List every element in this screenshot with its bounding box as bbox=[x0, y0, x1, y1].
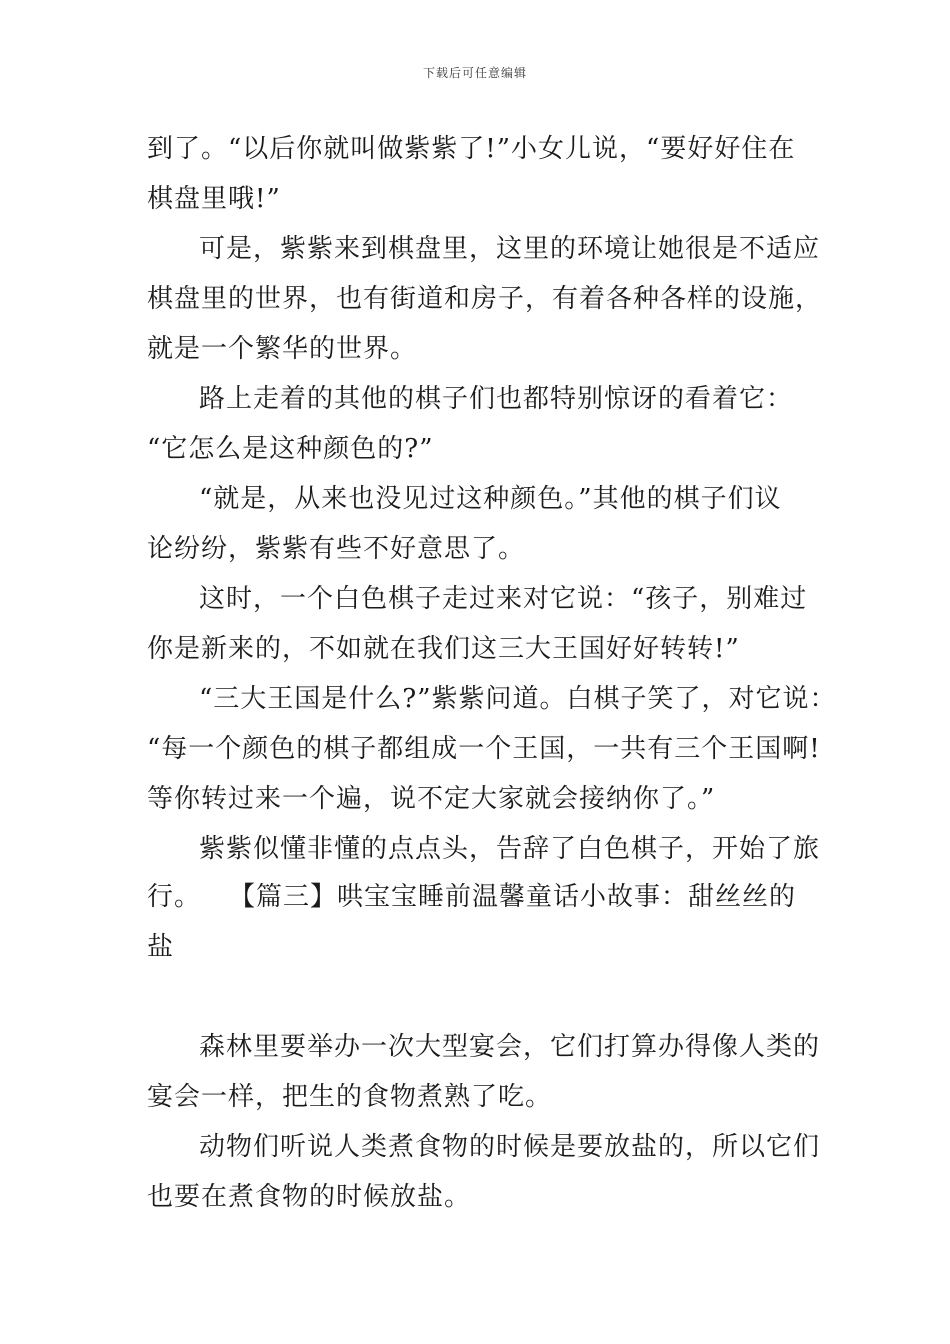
paragraph-start-line: 路上走着的其他的棋子们也都特别惊讶的看着它： bbox=[199, 384, 794, 414]
page-header: 下载后可任意编辑 bbox=[422, 66, 527, 80]
paragraph-start-line: “就是，从来也没见过这种颜色。”其他的棋子们议 bbox=[199, 484, 782, 514]
text-line: 等你转过来一个遍，说不定大家就会接纳你了。” bbox=[147, 784, 716, 814]
text-line: 宴会一样，把生的食物煮熟了吃。 bbox=[147, 1082, 553, 1112]
text-line: 你是新来的，不如就在我们这三大王国好好转转!” bbox=[147, 634, 740, 664]
paragraph-start-line: “三大王国是什么?”紫紫问道。白棋子笑了，对它说： bbox=[199, 684, 837, 714]
text-line: 就是一个繁华的世界。 bbox=[147, 334, 418, 364]
paragraph-start-line: 紫紫似懂非懂的点点头，告辞了白色棋子，开始了旅 bbox=[199, 834, 821, 864]
paragraph-start-line: 动物们听说人类煮食物的时候是要放盐的，所以它们 bbox=[199, 1132, 821, 1162]
paragraph-start-line: 可是，紫紫来到棋盘里，这里的环境让她很是不适应 bbox=[199, 234, 821, 264]
text-line: “它怎么是这种颜色的?” bbox=[147, 434, 434, 464]
text-line: 棋盘里的世界，也有街道和房子，有着各种各样的设施， bbox=[147, 284, 823, 314]
text-line: 到了。“以后你就叫做紫紫了!”小女儿说，“要好好住在 bbox=[147, 134, 796, 164]
text-line: 也要在煮食物的时候放盐。 bbox=[147, 1182, 472, 1212]
text-line: 论纷纷，紫紫有些不好意思了。 bbox=[147, 534, 526, 564]
paragraph-start-line: 森林里要举办一次大型宴会，它们打算办得像人类的 bbox=[199, 1032, 821, 1062]
paragraph-start-line: 这时，一个白色棋子走过来对它说：“孩子，别难过 bbox=[199, 584, 808, 614]
text-line: 棋盘里哦!” bbox=[147, 184, 281, 214]
section-title-line: 盐 bbox=[147, 932, 175, 962]
text-line: “每一个颜色的棋子都组成一个王国，一共有三个王国啊! bbox=[147, 734, 821, 764]
section-title-line: 行。 【篇三】哄宝宝睡前温馨童话小故事：甜丝丝的 bbox=[147, 882, 797, 912]
